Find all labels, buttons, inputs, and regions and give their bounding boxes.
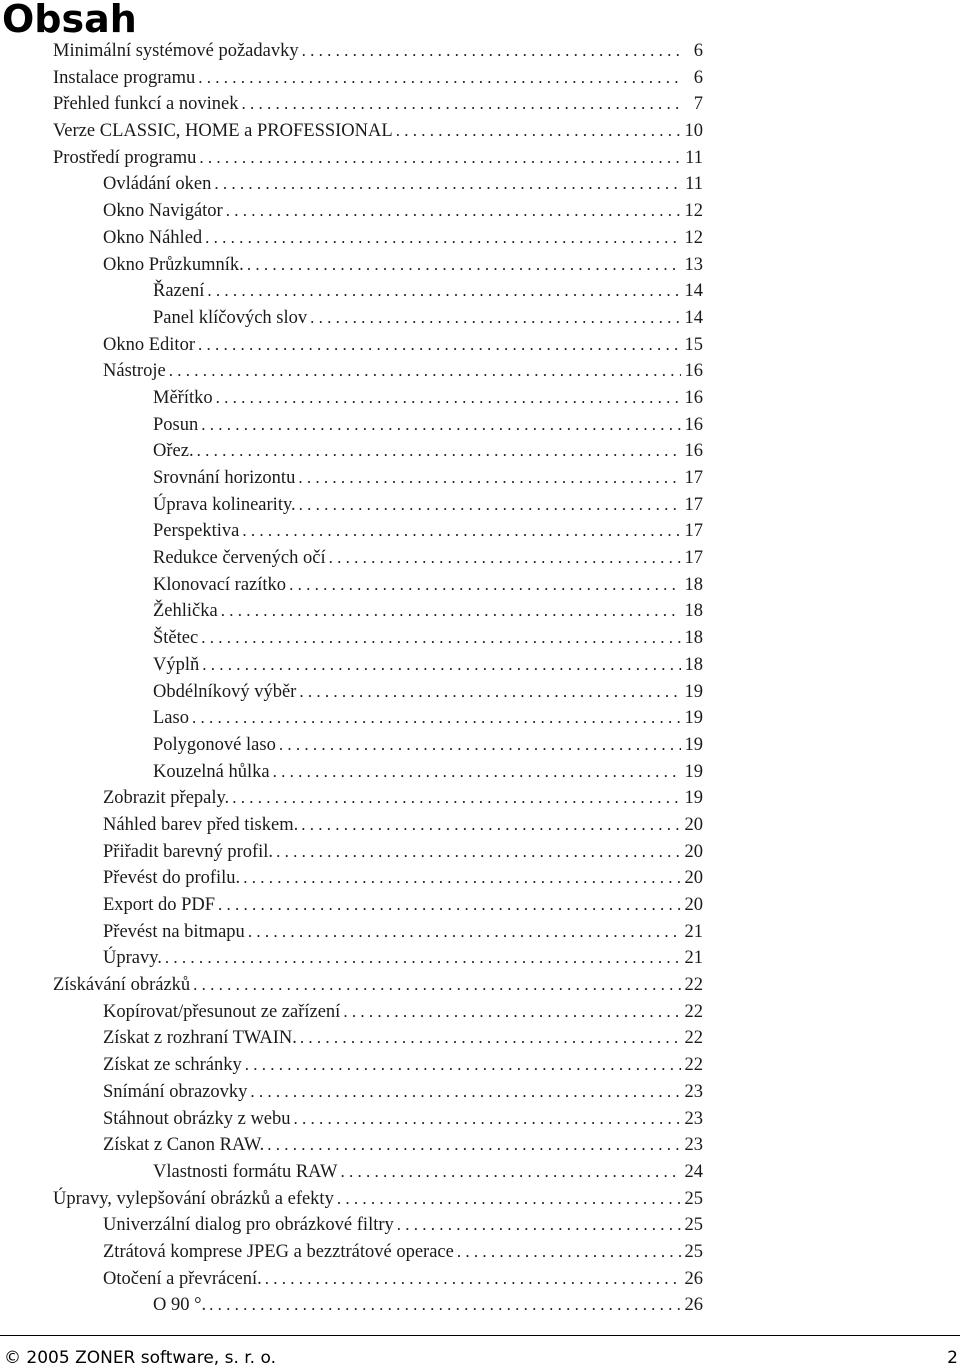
toc-entry-title: Klonovací razítko bbox=[153, 574, 287, 595]
toc-entry-title: Posun bbox=[153, 414, 199, 435]
toc-entry-title: Okno Náhled bbox=[103, 227, 203, 248]
toc-dot-leader bbox=[265, 1266, 681, 1293]
toc-dot-leader bbox=[337, 1186, 681, 1213]
toc-entry-title: Náhled barev před tiskem. bbox=[103, 814, 299, 835]
toc-entry-page: 10 bbox=[684, 121, 703, 142]
toc-entry-page: 22 bbox=[684, 1028, 703, 1049]
toc-dot-leader bbox=[396, 118, 681, 145]
toc-entry-title: Úprava kolinearity. bbox=[153, 494, 296, 515]
toc-entry-title: Ztrátová komprese JPEG a bezztrátové operace bbox=[103, 1241, 454, 1262]
toc-dot-leader bbox=[202, 652, 681, 679]
toc-dot-leader bbox=[248, 919, 681, 946]
toc-entry[interactable] bbox=[53, 198, 703, 225]
toc-entry[interactable] bbox=[53, 492, 703, 519]
toc-dot-leader bbox=[216, 385, 681, 412]
toc-entry-title: Přiřadit barevný profil. bbox=[103, 841, 274, 862]
footer-page-number: 2 bbox=[947, 1348, 958, 1368]
toc-dot-leader bbox=[199, 145, 681, 172]
toc-entry-title: Okno Editor bbox=[103, 334, 195, 355]
toc-entry[interactable] bbox=[53, 1239, 703, 1266]
toc-dot-leader bbox=[192, 705, 681, 732]
toc-dot-leader bbox=[198, 332, 681, 359]
toc-entry[interactable] bbox=[53, 1106, 703, 1133]
toc-entry[interactable] bbox=[53, 91, 703, 118]
toc-dot-leader bbox=[397, 1212, 681, 1239]
toc-entry-page: 16 bbox=[684, 387, 703, 408]
toc-entry[interactable] bbox=[53, 785, 703, 812]
toc-dot-leader bbox=[169, 358, 681, 385]
toc-entry[interactable] bbox=[53, 465, 703, 492]
toc-dot-leader bbox=[243, 865, 681, 892]
toc-entry[interactable] bbox=[53, 118, 703, 145]
toc-entry-title: Úpravy. bbox=[103, 948, 162, 969]
toc-entry-page: 17 bbox=[684, 521, 703, 542]
toc-entry[interactable] bbox=[53, 732, 703, 759]
toc-entry[interactable] bbox=[53, 305, 703, 332]
toc-entry-page: 26 bbox=[684, 1295, 703, 1316]
toc-entry[interactable] bbox=[53, 865, 703, 892]
toc-entry-page: 20 bbox=[684, 841, 703, 862]
toc-entry[interactable] bbox=[53, 598, 703, 625]
toc-dot-leader bbox=[343, 999, 681, 1026]
toc-entry-title: Kouzelná hůlka bbox=[153, 761, 270, 782]
toc-dot-leader bbox=[273, 759, 681, 786]
toc-entry-page: 19 bbox=[684, 681, 703, 702]
toc-entry[interactable] bbox=[53, 385, 703, 412]
toc-dot-leader bbox=[267, 1132, 681, 1159]
toc-entry-page: 18 bbox=[684, 628, 703, 649]
toc-entry-title: Prostředí programu bbox=[53, 147, 197, 168]
toc-entry-page: 20 bbox=[684, 814, 703, 835]
toc-entry[interactable] bbox=[53, 892, 703, 919]
toc-entry[interactable] bbox=[53, 705, 703, 732]
toc-entry-page: 23 bbox=[684, 1081, 703, 1102]
toc-entry[interactable] bbox=[53, 1132, 703, 1159]
toc-entry-page: 7 bbox=[693, 94, 703, 115]
toc-entry-title: Kopírovat/přesunout ze zařízení bbox=[103, 1001, 341, 1022]
toc-entry-title: Převést do profilu. bbox=[103, 868, 241, 889]
toc-entry-page: 17 bbox=[684, 548, 703, 569]
footer-copyright: © 2005 ZONER software, s. r. o. bbox=[4, 1348, 276, 1368]
toc-entry-page: 12 bbox=[684, 201, 703, 222]
toc-entry-title: Redukce červených očí bbox=[153, 548, 326, 569]
toc-entry-page: 19 bbox=[684, 708, 703, 729]
toc-dot-leader bbox=[299, 492, 681, 519]
toc-entry[interactable] bbox=[53, 1025, 703, 1052]
toc-dot-leader bbox=[329, 545, 681, 572]
toc-entry-page: 17 bbox=[684, 494, 703, 515]
toc-entry-title: Panel klíčových slov bbox=[153, 307, 308, 328]
toc-entry-page: 18 bbox=[684, 601, 703, 622]
toc-dot-leader bbox=[298, 465, 681, 492]
toc-entry-page: 26 bbox=[684, 1268, 703, 1289]
toc-entry[interactable] bbox=[53, 171, 703, 198]
toc-entry-page: 6 bbox=[693, 41, 703, 61]
toc-entry-page: 25 bbox=[684, 1241, 703, 1262]
toc-entry-title: Ořez. bbox=[153, 441, 194, 462]
toc-entry-title: Okno Navigátor bbox=[103, 201, 223, 222]
toc-dot-leader bbox=[250, 1079, 681, 1106]
toc-entry-page: 22 bbox=[684, 1001, 703, 1022]
toc-dot-leader bbox=[198, 65, 681, 92]
toc-entry[interactable] bbox=[53, 332, 703, 359]
toc-dot-leader bbox=[209, 1292, 681, 1319]
toc-entry-page: 19 bbox=[684, 788, 703, 809]
toc-entry-page: 13 bbox=[684, 254, 703, 275]
toc-entry[interactable] bbox=[53, 1186, 703, 1213]
table-of-contents bbox=[53, 38, 703, 1319]
toc-dot-leader bbox=[301, 812, 681, 839]
toc-entry[interactable] bbox=[53, 1159, 703, 1186]
toc-entry-page: 15 bbox=[684, 334, 703, 355]
toc-dot-leader bbox=[299, 679, 681, 706]
toc-entry[interactable] bbox=[53, 945, 703, 972]
toc-dot-leader bbox=[197, 438, 681, 465]
toc-entry[interactable] bbox=[53, 145, 703, 172]
toc-entry-title: Minimální systémové požadavky bbox=[53, 41, 299, 61]
toc-entry-title: Perspektiva bbox=[153, 521, 240, 542]
page-footer bbox=[0, 1335, 960, 1371]
toc-entry-title: Převést na bitmapu bbox=[103, 921, 245, 942]
toc-dot-leader bbox=[310, 305, 681, 332]
toc-entry-title: Úpravy, vylepšování obrázků a efekty bbox=[53, 1188, 334, 1209]
toc-entry-page: 25 bbox=[684, 1215, 703, 1236]
toc-entry[interactable] bbox=[53, 38, 703, 65]
toc-entry-title: Vlastnosti formátu RAW bbox=[153, 1161, 338, 1182]
toc-entry-page: 22 bbox=[684, 1055, 703, 1076]
toc-entry-title: Výplň bbox=[153, 654, 200, 675]
toc-entry-page: 23 bbox=[684, 1108, 703, 1129]
toc-entry-page: 25 bbox=[684, 1188, 703, 1209]
toc-entry[interactable] bbox=[53, 759, 703, 786]
toc-dot-leader bbox=[294, 1106, 681, 1133]
toc-entry-page: 18 bbox=[684, 574, 703, 595]
toc-dot-leader bbox=[247, 252, 681, 279]
toc-entry[interactable] bbox=[53, 652, 703, 679]
toc-entry-title: Žehlička bbox=[153, 601, 218, 622]
toc-entry-page: 6 bbox=[693, 67, 703, 88]
toc-entry[interactable] bbox=[53, 679, 703, 706]
toc-entry[interactable] bbox=[53, 438, 703, 465]
toc-entry[interactable] bbox=[53, 1292, 703, 1319]
toc-entry-page: 19 bbox=[684, 734, 703, 755]
toc-entry[interactable] bbox=[53, 572, 703, 599]
toc-entry-title: Stáhnout obrázky z webu bbox=[103, 1108, 291, 1129]
toc-entry-title: Štětec bbox=[153, 628, 199, 649]
toc-entry-page: 12 bbox=[684, 227, 703, 248]
toc-entry[interactable] bbox=[53, 278, 703, 305]
toc-entry[interactable] bbox=[53, 518, 703, 545]
toc-entry-title: Otočení a převrácení. bbox=[103, 1268, 262, 1289]
toc-entry-title: Univerzální dialog pro obrázkové filtry bbox=[103, 1215, 394, 1236]
toc-entry[interactable] bbox=[53, 812, 703, 839]
toc-entry[interactable] bbox=[53, 999, 703, 1026]
toc-entry[interactable] bbox=[53, 412, 703, 439]
toc-entry-title: Laso bbox=[153, 708, 189, 729]
toc-dot-leader bbox=[245, 1052, 681, 1079]
toc-dot-leader bbox=[341, 1159, 681, 1186]
toc-entry-title: Snímání obrazovky bbox=[103, 1081, 248, 1102]
toc-dot-leader bbox=[300, 1025, 681, 1052]
toc-dot-leader bbox=[242, 518, 681, 545]
toc-entry-page: 18 bbox=[684, 654, 703, 675]
toc-entry-page: 11 bbox=[685, 174, 703, 195]
toc-dot-leader bbox=[218, 892, 681, 919]
toc-entry-page: 21 bbox=[684, 948, 703, 969]
toc-dot-leader bbox=[205, 225, 681, 252]
toc-entry-title: Polygonové laso bbox=[153, 734, 276, 755]
toc-entry-page: 20 bbox=[684, 895, 703, 915]
toc-entry-title: Získat z rozhraní TWAIN. bbox=[103, 1028, 297, 1049]
toc-entry[interactable] bbox=[53, 1266, 703, 1293]
toc-entry-page: 16 bbox=[684, 361, 703, 382]
toc-entry-title: Měřítko bbox=[153, 387, 213, 408]
toc-entry-title: Řazení bbox=[153, 281, 205, 302]
toc-dot-leader bbox=[226, 198, 681, 225]
toc-entry[interactable] bbox=[53, 625, 703, 652]
toc-entry-title: Získávání obrázků bbox=[53, 975, 191, 996]
page-title: Obsah bbox=[2, 0, 137, 41]
toc-dot-leader bbox=[193, 972, 681, 999]
toc-entry[interactable] bbox=[53, 1052, 703, 1079]
toc-entry-page: 17 bbox=[684, 468, 703, 488]
toc-entry[interactable] bbox=[53, 972, 703, 999]
toc-entry-title: Srovnání horizontu bbox=[153, 468, 296, 488]
toc-entry-title: Zobrazit přepaly. bbox=[103, 788, 230, 809]
toc-dot-leader bbox=[241, 91, 681, 118]
toc-dot-leader bbox=[214, 171, 681, 198]
toc-entry[interactable] bbox=[53, 1079, 703, 1106]
toc-entry-title: Verze CLASSIC, HOME a PROFESSIONAL bbox=[53, 121, 393, 142]
toc-entry-page: 14 bbox=[684, 281, 703, 302]
toc-entry[interactable] bbox=[53, 919, 703, 946]
toc-entry[interactable] bbox=[53, 358, 703, 385]
toc-entry-title: Nástroje bbox=[103, 361, 166, 382]
toc-entry-title: Přehled funkcí a novinek bbox=[53, 94, 239, 115]
toc-dot-leader bbox=[289, 572, 681, 599]
toc-entry-page: 16 bbox=[684, 441, 703, 462]
toc-entry-title: O 90 °. bbox=[153, 1295, 207, 1316]
toc-entry-page: 24 bbox=[684, 1161, 703, 1182]
toc-entry-page: 20 bbox=[684, 868, 703, 889]
toc-entry-title: Ovládání oken bbox=[103, 174, 212, 195]
toc-entry-page: 21 bbox=[684, 921, 703, 942]
toc-entry-title: Obdélníkový výběr bbox=[153, 681, 297, 702]
toc-dot-leader bbox=[279, 732, 681, 759]
toc-dot-leader bbox=[201, 412, 681, 439]
toc-entry[interactable] bbox=[53, 225, 703, 252]
toc-entry[interactable] bbox=[53, 839, 703, 866]
toc-dot-leader bbox=[276, 839, 681, 866]
toc-dot-leader bbox=[302, 38, 681, 65]
toc-entry-title: Export do PDF bbox=[103, 895, 216, 915]
toc-entry-title: Okno Průzkumník. bbox=[103, 254, 244, 275]
toc-entry-page: 14 bbox=[684, 307, 703, 328]
toc-entry-page: 22 bbox=[684, 975, 703, 996]
toc-dot-leader bbox=[165, 945, 681, 972]
toc-entry-title: Instalace programu bbox=[53, 67, 196, 88]
toc-dot-leader bbox=[232, 785, 681, 812]
toc-entry[interactable] bbox=[53, 1212, 703, 1239]
toc-entry[interactable] bbox=[53, 545, 703, 572]
toc-entry[interactable] bbox=[53, 252, 703, 279]
toc-dot-leader bbox=[221, 598, 681, 625]
toc-entry-page: 16 bbox=[684, 414, 703, 435]
toc-entry[interactable] bbox=[53, 65, 703, 92]
toc-dot-leader bbox=[457, 1239, 681, 1266]
toc-entry-page: 19 bbox=[684, 761, 703, 782]
toc-entry-title: Získat z Canon RAW. bbox=[103, 1135, 265, 1156]
toc-entry-title: Získat ze schránky bbox=[103, 1055, 242, 1076]
toc-entry-page: 23 bbox=[684, 1135, 703, 1156]
toc-dot-leader bbox=[207, 278, 681, 305]
toc-entry-page: 11 bbox=[685, 147, 703, 168]
toc-dot-leader bbox=[201, 625, 681, 652]
